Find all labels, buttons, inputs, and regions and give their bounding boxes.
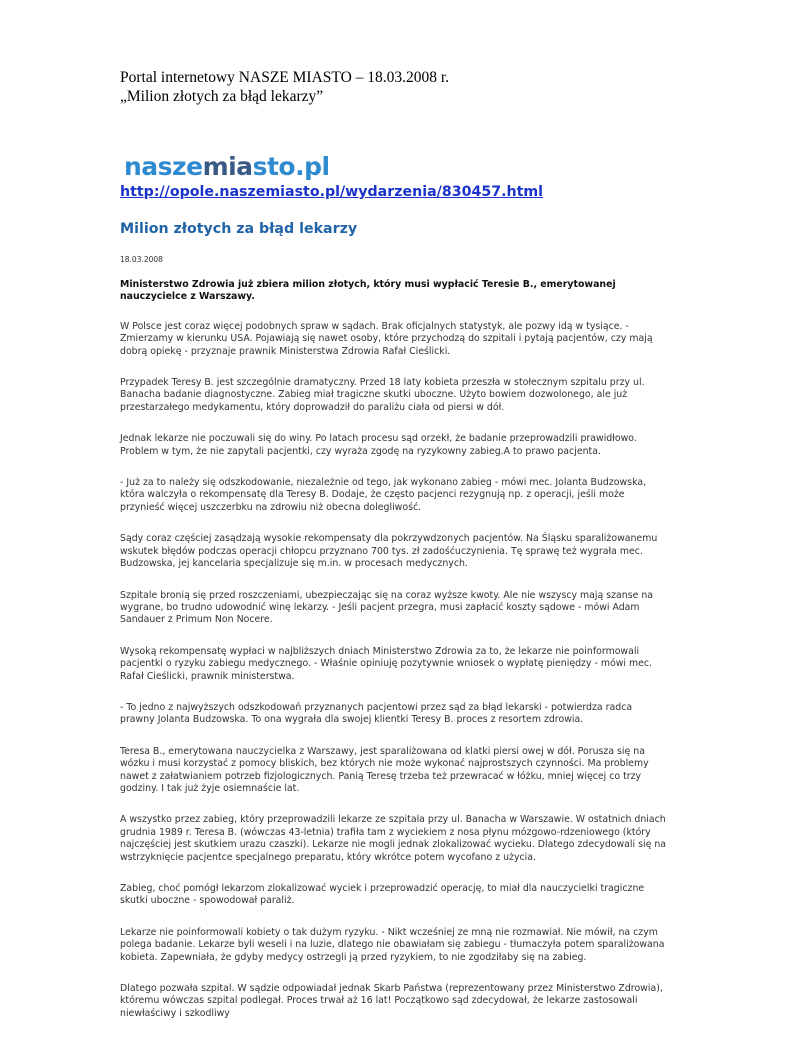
article-paragraph-5: Sądy coraz częściej zasądzają wysokie rekompensaty dla pokrzywdzonych pacjentów. Na Śląsku sparaliżowanemu wskutek błędów podczas operacji chłopcu przyznano 700 tys. zł zadośćuczynienia. Tę sprawę też wygrała mec. Budzowska, jej kancelaria specjalizuje się m.in. w procesach medycznych. [120,533,658,570]
article-date: 18.03.2008 [120,255,163,264]
article-paragraph-2: Przypadek Teresy B. jest szczególnie dramatyczny. Przed 18 laty kobieta przeszła w stołecznym szpitalu przy ul. Banacha badanie diagnostyczne. Zabieg miał tragiczne skutki uboczne. Użyto bowiem dozwolonego, ale już przestarzałego medykamentu, który doprowadził do paraliżu ciała od piersi w dół. [120,377,645,413]
article-paragraph-13: Dlatego pozwała szpital. W sądzie odpowiadał jednak Skarb Państwa (reprezentowany przez Ministerstwo Zdrowia), któremu wówczas szpital podlegał. Proces trwał aż 16 lat! Początkowo sąd zdecydował, że lekarze zastosowali niewłaściwy i szkodliwy [120,983,663,1019]
header-title-line: „Milion złotych za błąd lekarzy” [120,88,324,105]
article-url-link[interactable]: http://opole.naszemiasto.pl/wydarzenia/830457.html [120,184,543,200]
logo-wordmark: naszemiasto.pl [124,151,330,181]
document-header [120,68,680,106]
article-lead: Ministerstwo Zdrowia już zbiera milion złotych, który musi wypłacić Teresie B., emerytowanej nauczycielce z Warszawy. [120,279,616,303]
header-source-line: Portal internetowy NASZE MIASTO – 18.03.2008 r. [120,69,450,86]
article-paragraph-4: - Już za to należy się odszkodowanie, niezależnie od tego, jak wykonano zabieg - mówi mec. Jolanta Budzowska, która walczyła o rekompensatę dla Teresy B. Dodaje, że często pacjenci rezygnują np. z operacji, jeśli może przynieść więcej uszczerbku na zdrowiu niż obecna dolegliwość. [120,477,647,513]
article-paragraph-7: Wysoką rekompensatę wypłaci w najbliższych dniach Ministerstwo Zdrowia za to, że lekarze nie poinformowali pacjentki o ryzyku zabiegu medycznego. - Właśnie opiniuję pozytywnie wniosek o wypłatę pieniędzy - mówi mec. Rafał Cieślicki, prawnik ministerstwa. [120,645,653,682]
article-body [120,279,668,1039]
article-paragraph-1: W Polsce jest coraz więcej podobnych spraw w sądach. Brak oficjalnych statystyk, ale pozwy idą w tysiące. - Zmierzamy w kierunku USA. Pojawiają się nawet osoby, które przychodzą do szpitali i pytają pacjentów, czy mają dobrą opiekę - przyznaje prawnik Ministerstwa Zdrowia Rafał Cieślicki. [120,320,653,357]
article-paragraph-10: A wszystko przez zabieg, który przeprowadzili lekarze ze szpitala przy ul. Banacha w Warszawie. W ostatnich dniach grudnia 1989 r. Teresa B. (wówczas 43-letnia) trafiła tam z wyciekiem z nosa płynu mózgowo-rdzeniowego (który najczęściej jest skutkiem urazu czaszki). Lekarze nie mogli jednak zlokalizować wycieku. Dlatego zdecydowali się na wstrzyknięcie pacjentce specjalnego preparatu, który wkrótce potem wycofano z użycia. [120,814,667,863]
article-paragraph-9: Teresa B., emerytowana nauczycielka z Warszawy, jest sparaliżowana od klatki piersi owej w dół. Porusza się na wózku i musi korzystać z pomocy bliskich, bez których nie może wykonać najprostszych czynności. Ma problemy nawet z załatwianiem potrzeb fizjologicznych. Panią Teresę trzeba też przewracać w łóżku, mniej więcej co trzy godziny. I tak już żyje osiemnaście lat. [120,745,649,794]
article-title: Milion złotych za błąd lekarzy [120,221,358,237]
article-paragraph-8: - To jedno z najwyższych odszkodowań przyznanych pacjentowi przez sąd za błąd lekarski - potwierdza radca prawny Jolanta Budzowska. To ona wygrała dla swojej klientki Teresy B. proces z resortem zdrowia. [120,701,633,726]
article-paragraph-6: Szpitale bronią się przed roszczeniami, ubezpieczając się na coraz wyższe kwoty. Ale nie wszyscy mają szanse na wygrane, bo trudno udowodnić winę lekarzy. - Jeśli pacjent przegra, musi zapłacić koszty sądowe - mówi Adam Sandauer z Primum Non Nocere. [120,589,654,626]
article-paragraph-3: Jednak lekarze nie poczuwali się do winy. Po latach procesu sąd orzekł, że badanie przeprowadzili prawidłowo. Problem w tym, że nie zapytali pacjentki, czy wyraża zgodę na ryzykowny zabieg.A to prawo pacjenta. [120,433,637,457]
article-paragraph-12: Lekarze nie poinformowali kobiety o tak dużym ryzyku. - Nikt wcześniej ze mną nie rozmawiał. Nie mówił, na czym polega badanie. Lekarze byli weseli i na luzie, dlatego nie obawiałam się zabiegu - tłumaczyła potem sparaliżowana kobieta. Zapewniała, że gdyby medycy ostrzegli ją przed ryzykiem, to nie zgodziłaby się na zabieg. [120,926,665,963]
naszemiasto-logo [118,145,328,187]
article-paragraph-11: Zabieg, choć pomógł lekarzom zlokalizować wyciek i przeprowadzić operację, to miał dla nauczycielki tragiczne skutki uboczne - spowodował paraliż. [120,883,645,907]
